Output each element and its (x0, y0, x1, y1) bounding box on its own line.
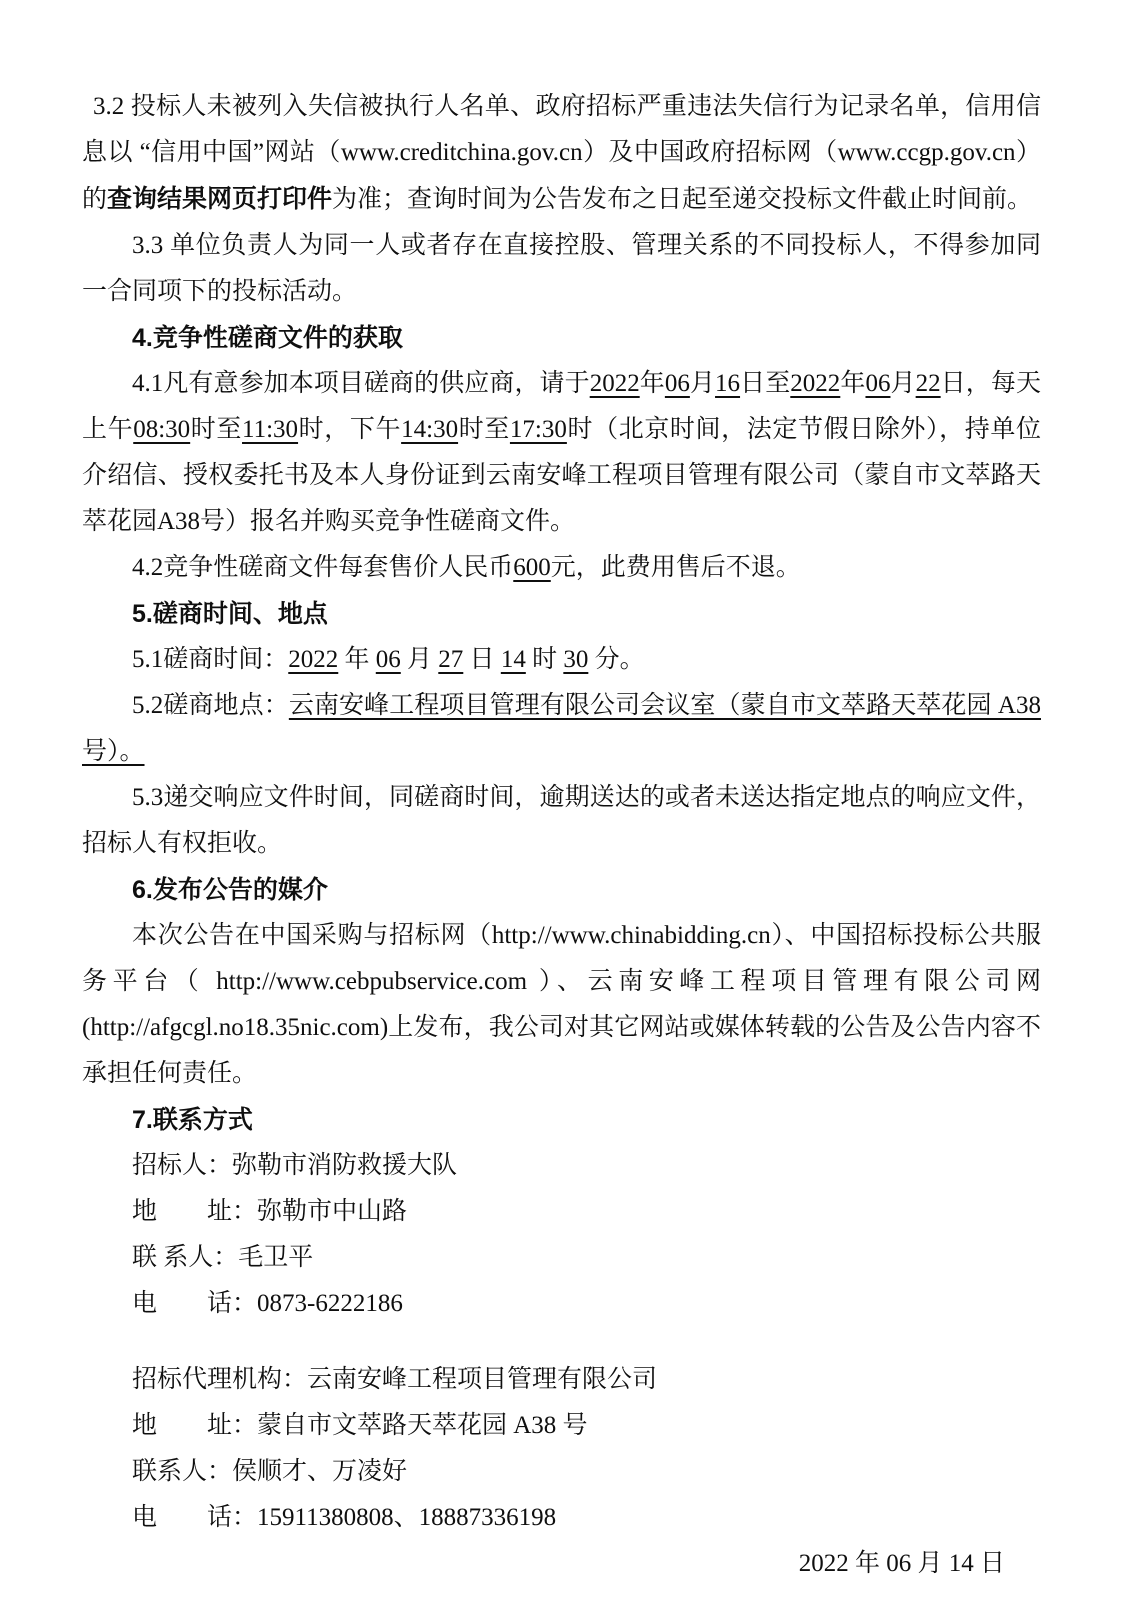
para-3-2-run: 3.2 投标人未被列入失信被执行人名单、政府招标严重违法失信行为记录名单，信用信息以 “信用中国”网站（www.creditchina.gov.cn）及中国政府招标网（www.ccgp.gov.cn）的 (82, 93, 1041, 213)
para-4-1-run: 14:30 (401, 416, 459, 443)
para-5-1-run: 时 (525, 646, 564, 673)
para-4-1-run: 日至 (740, 370, 791, 397)
para-4-1-run: 2022 (790, 370, 841, 397)
heading-4 (82, 315, 1041, 361)
para-3-2-run: 为准；查询时间为公告发布之日起至递交投标文件截止时间前。 (332, 186, 1033, 213)
para-6-1 (82, 913, 1041, 1097)
para-5-2-run: 5.2磋商地点： (132, 692, 289, 719)
contact-tenderer-name-run: 招标人：弥勒市消防救援大队 (132, 1152, 458, 1179)
contact-tenderer-name (82, 1143, 1041, 1189)
heading-4-run: 4.竞争性磋商文件的获取 (132, 324, 403, 352)
para-4-1-run: 2022 (589, 370, 640, 397)
heading-6-run: 6.发布公告的媒介 (132, 876, 328, 904)
para-4-1-run: 4.1凡有意参加本项目磋商的供应商，请于 (132, 370, 590, 397)
contact-tenderer-address (82, 1189, 1041, 1235)
contact-agency-phone-run: 电 话：15911380808、18887336198 (132, 1504, 557, 1531)
contact-tenderer-person (82, 1235, 1041, 1281)
para-5-3-run: 5.3递交响应文件时间，同磋商时间，逾期送达的或者未送达指定地点的响应文件，招标人有权拒收。 (82, 784, 1041, 857)
announcement-date-run: 2022 年 06 月 14 日 (798, 1550, 1005, 1577)
para-4-1-run: 月 (890, 370, 916, 397)
heading-7 (82, 1097, 1041, 1143)
contact-tenderer-phone-run: 电 话：0873-6222186 (132, 1290, 403, 1317)
para-4-1-run: 06 (865, 370, 891, 397)
para-4-1-run: 11:30 (242, 416, 299, 443)
para-5-1-run: 5.1磋商时间： (132, 646, 289, 673)
para-4-2-run: 600 (513, 554, 551, 581)
para-4-2-run: 元，此费用售后不退。 (550, 554, 801, 581)
para-5-1-run: 年 (338, 646, 376, 673)
announcement-date (82, 1541, 1041, 1587)
para-5-1-run: 14 (500, 646, 526, 673)
para-5-1-run: 30 (563, 646, 589, 673)
para-5-1 (82, 637, 1041, 683)
para-4-1-run: 时至 (458, 416, 510, 443)
para-4-2-run: 4.2竞争性磋商文件每套售价人民币 (132, 554, 514, 581)
para-3-3 (82, 223, 1041, 315)
para-4-1-run: 时，下午 (298, 416, 402, 443)
contact-agency-name-run: 招标代理机构：云南安峰工程项目管理有限公司 (132, 1366, 658, 1393)
contact-tenderer-person-run: 联 系人：毛卫平 (132, 1244, 314, 1271)
para-4-1-run: 日，每天上午 (82, 370, 1041, 443)
para-5-1-run: 2022 (288, 646, 339, 673)
para-4-1-run: 月 (689, 370, 716, 397)
contact-agency-phone (82, 1495, 1041, 1541)
para-4-1-run: 16 (715, 370, 741, 397)
heading-5-run: 5.磋商时间、地点 (132, 600, 328, 628)
contact-tenderer-address-run: 地 址：弥勒市中山路 (132, 1198, 408, 1225)
para-5-2 (82, 683, 1041, 775)
contact-agency-address (82, 1403, 1041, 1449)
para-4-1-run: 22 (915, 370, 941, 397)
para-4-1-run: 年 (639, 370, 665, 397)
para-5-3 (82, 775, 1041, 867)
para-5-1-run: 日 (463, 646, 501, 673)
para-4-2 (82, 545, 1041, 591)
contact-agency-name (82, 1357, 1041, 1403)
contact-agency-person (82, 1449, 1041, 1495)
para-5-1-run: 月 (400, 646, 439, 673)
para-5-1-run: 分。 (588, 646, 645, 673)
para-6-1-run: 本次公告在中国采购与招标网（http://www.chinabidding.cn）、中国招标投标公共服务平台（ http://www.cebpubservice.com ）、云南安峰工程项目管理有限公司网(http://afgcgl.no18.35nic.com)上发布，我公司对其它网站或媒体转载的公告及公告内容不承担任何责任。 (82, 922, 1041, 1087)
para-3-2 (82, 84, 1041, 223)
para-4-1-run: 时至 (190, 416, 243, 443)
para-4-1-run: 06 (664, 370, 690, 397)
para-3-3-run: 3.3 单位负责人为同一人或者存在直接控股、管理关系的不同投标人，不得参加同一合同项下的投标活动。 (82, 232, 1041, 305)
contact-agency-address-run: 地 址：蒙自市文萃路天萃花园 A38 号 (132, 1412, 588, 1439)
contact-agency-person-run: 联系人：侯顺才、万凌好 (132, 1458, 408, 1485)
heading-7-run: 7.联系方式 (132, 1106, 253, 1134)
para-4-1-run: 年 (840, 370, 866, 397)
para-3-2-run: 查询结果网页打印件 (107, 185, 333, 213)
heading-6 (82, 867, 1041, 913)
para-4-1 (82, 361, 1041, 545)
heading-5 (82, 591, 1041, 637)
para-5-2-run: 云南安峰工程项目管理有限公司会议室（蒙自市文萃路天萃花园 A38 号）。 (82, 692, 1041, 765)
blank-line (82, 1327, 1041, 1357)
para-4-1-run: 时（北京时间，法定节假日除外），持单位介绍信、授权委托书及本人身份证到云南安峰工程项目管理有限公司（蒙自市文萃路天萃花园A38号）报名并购买竞争性磋商文件。 (82, 416, 1041, 535)
para-4-1-run: 17:30 (509, 416, 567, 443)
contact-tenderer-phone (82, 1281, 1041, 1327)
para-5-1-run: 06 (375, 646, 401, 673)
para-4-1-run: 08:30 (133, 416, 191, 443)
para-5-1-run: 27 (438, 646, 464, 673)
